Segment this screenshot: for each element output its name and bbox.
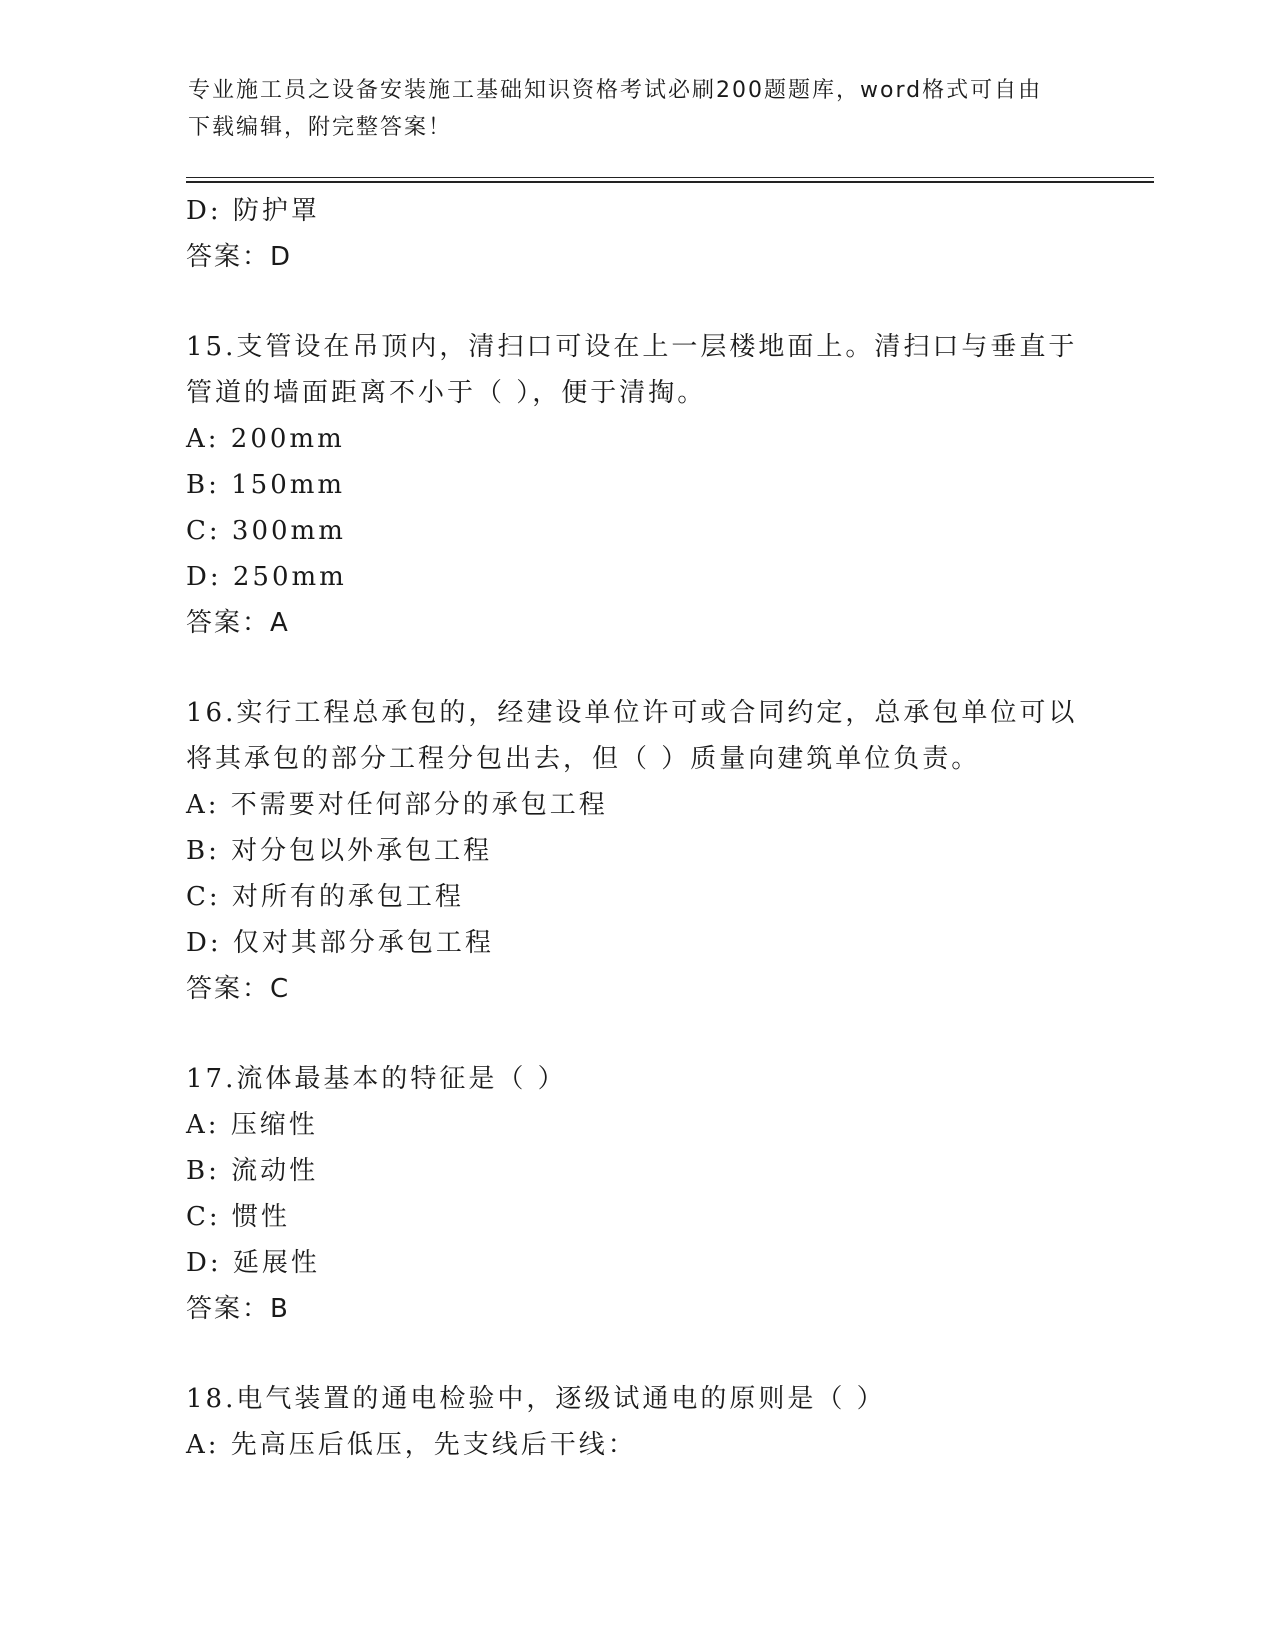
document-header [188, 72, 1088, 146]
question-stem: 管道的墙面距离不小于（ ），便于清掏。 [186, 378, 707, 408]
question-17 [186, 1056, 1086, 1332]
option-d: D: 防护罩 [186, 196, 320, 226]
option-d: D: 延展性 [186, 1248, 320, 1278]
header-line-2: 下载编辑，附完整答案！ [188, 115, 453, 140]
option-b: B: 流动性 [186, 1156, 319, 1186]
option-a: A: 不需要对任何部分的承包工程 [186, 790, 608, 820]
option-d: D: 250mm [186, 562, 347, 592]
question-list [186, 188, 1086, 1468]
header-divider [186, 177, 1154, 183]
question-stem: 16.实行工程总承包的，经建设单位许可或合同约定，总承包单位可以 [186, 698, 1078, 728]
option-a: A: 先高压后低压，先支线后干线： [186, 1430, 637, 1460]
option-b: B: 150mm [186, 470, 346, 500]
option-a: A: 压缩性 [186, 1110, 318, 1140]
option-c: C: 惯性 [186, 1202, 290, 1232]
option-c: C: 对所有的承包工程 [186, 882, 464, 912]
option-b: B: 对分包以外承包工程 [186, 836, 493, 866]
question-stem: 15.支管设在吊顶内，清扫口可设在上一层楼地面上。清扫口与垂直于 [186, 332, 1078, 362]
option-d: D: 仅对其部分承包工程 [186, 928, 494, 958]
answer: 答案：D [186, 242, 293, 272]
question-16 [186, 690, 1086, 1012]
header-line-1: 专业施工员之设备安装施工基础知识资格考试必刷200题题库，word格式可自由 [188, 78, 1043, 103]
question-stem: 18.电气装置的通电检验中，逐级试通电的原则是（ ） [186, 1384, 886, 1414]
question-14-tail [186, 188, 1086, 280]
answer: 答案：B [186, 1294, 290, 1324]
question-stem: 将其承包的部分工程分包出去，但（ ）质量向建筑单位负责。 [186, 744, 981, 774]
question-18 [186, 1376, 1086, 1468]
question-stem: 17.流体最基本的特征是（ ） [186, 1064, 567, 1094]
answer: 答案：C [186, 974, 291, 1004]
option-c: C: 300mm [186, 516, 346, 546]
option-a: A: 200mm [186, 424, 345, 454]
question-15 [186, 324, 1086, 646]
answer: 答案：A [186, 608, 290, 638]
